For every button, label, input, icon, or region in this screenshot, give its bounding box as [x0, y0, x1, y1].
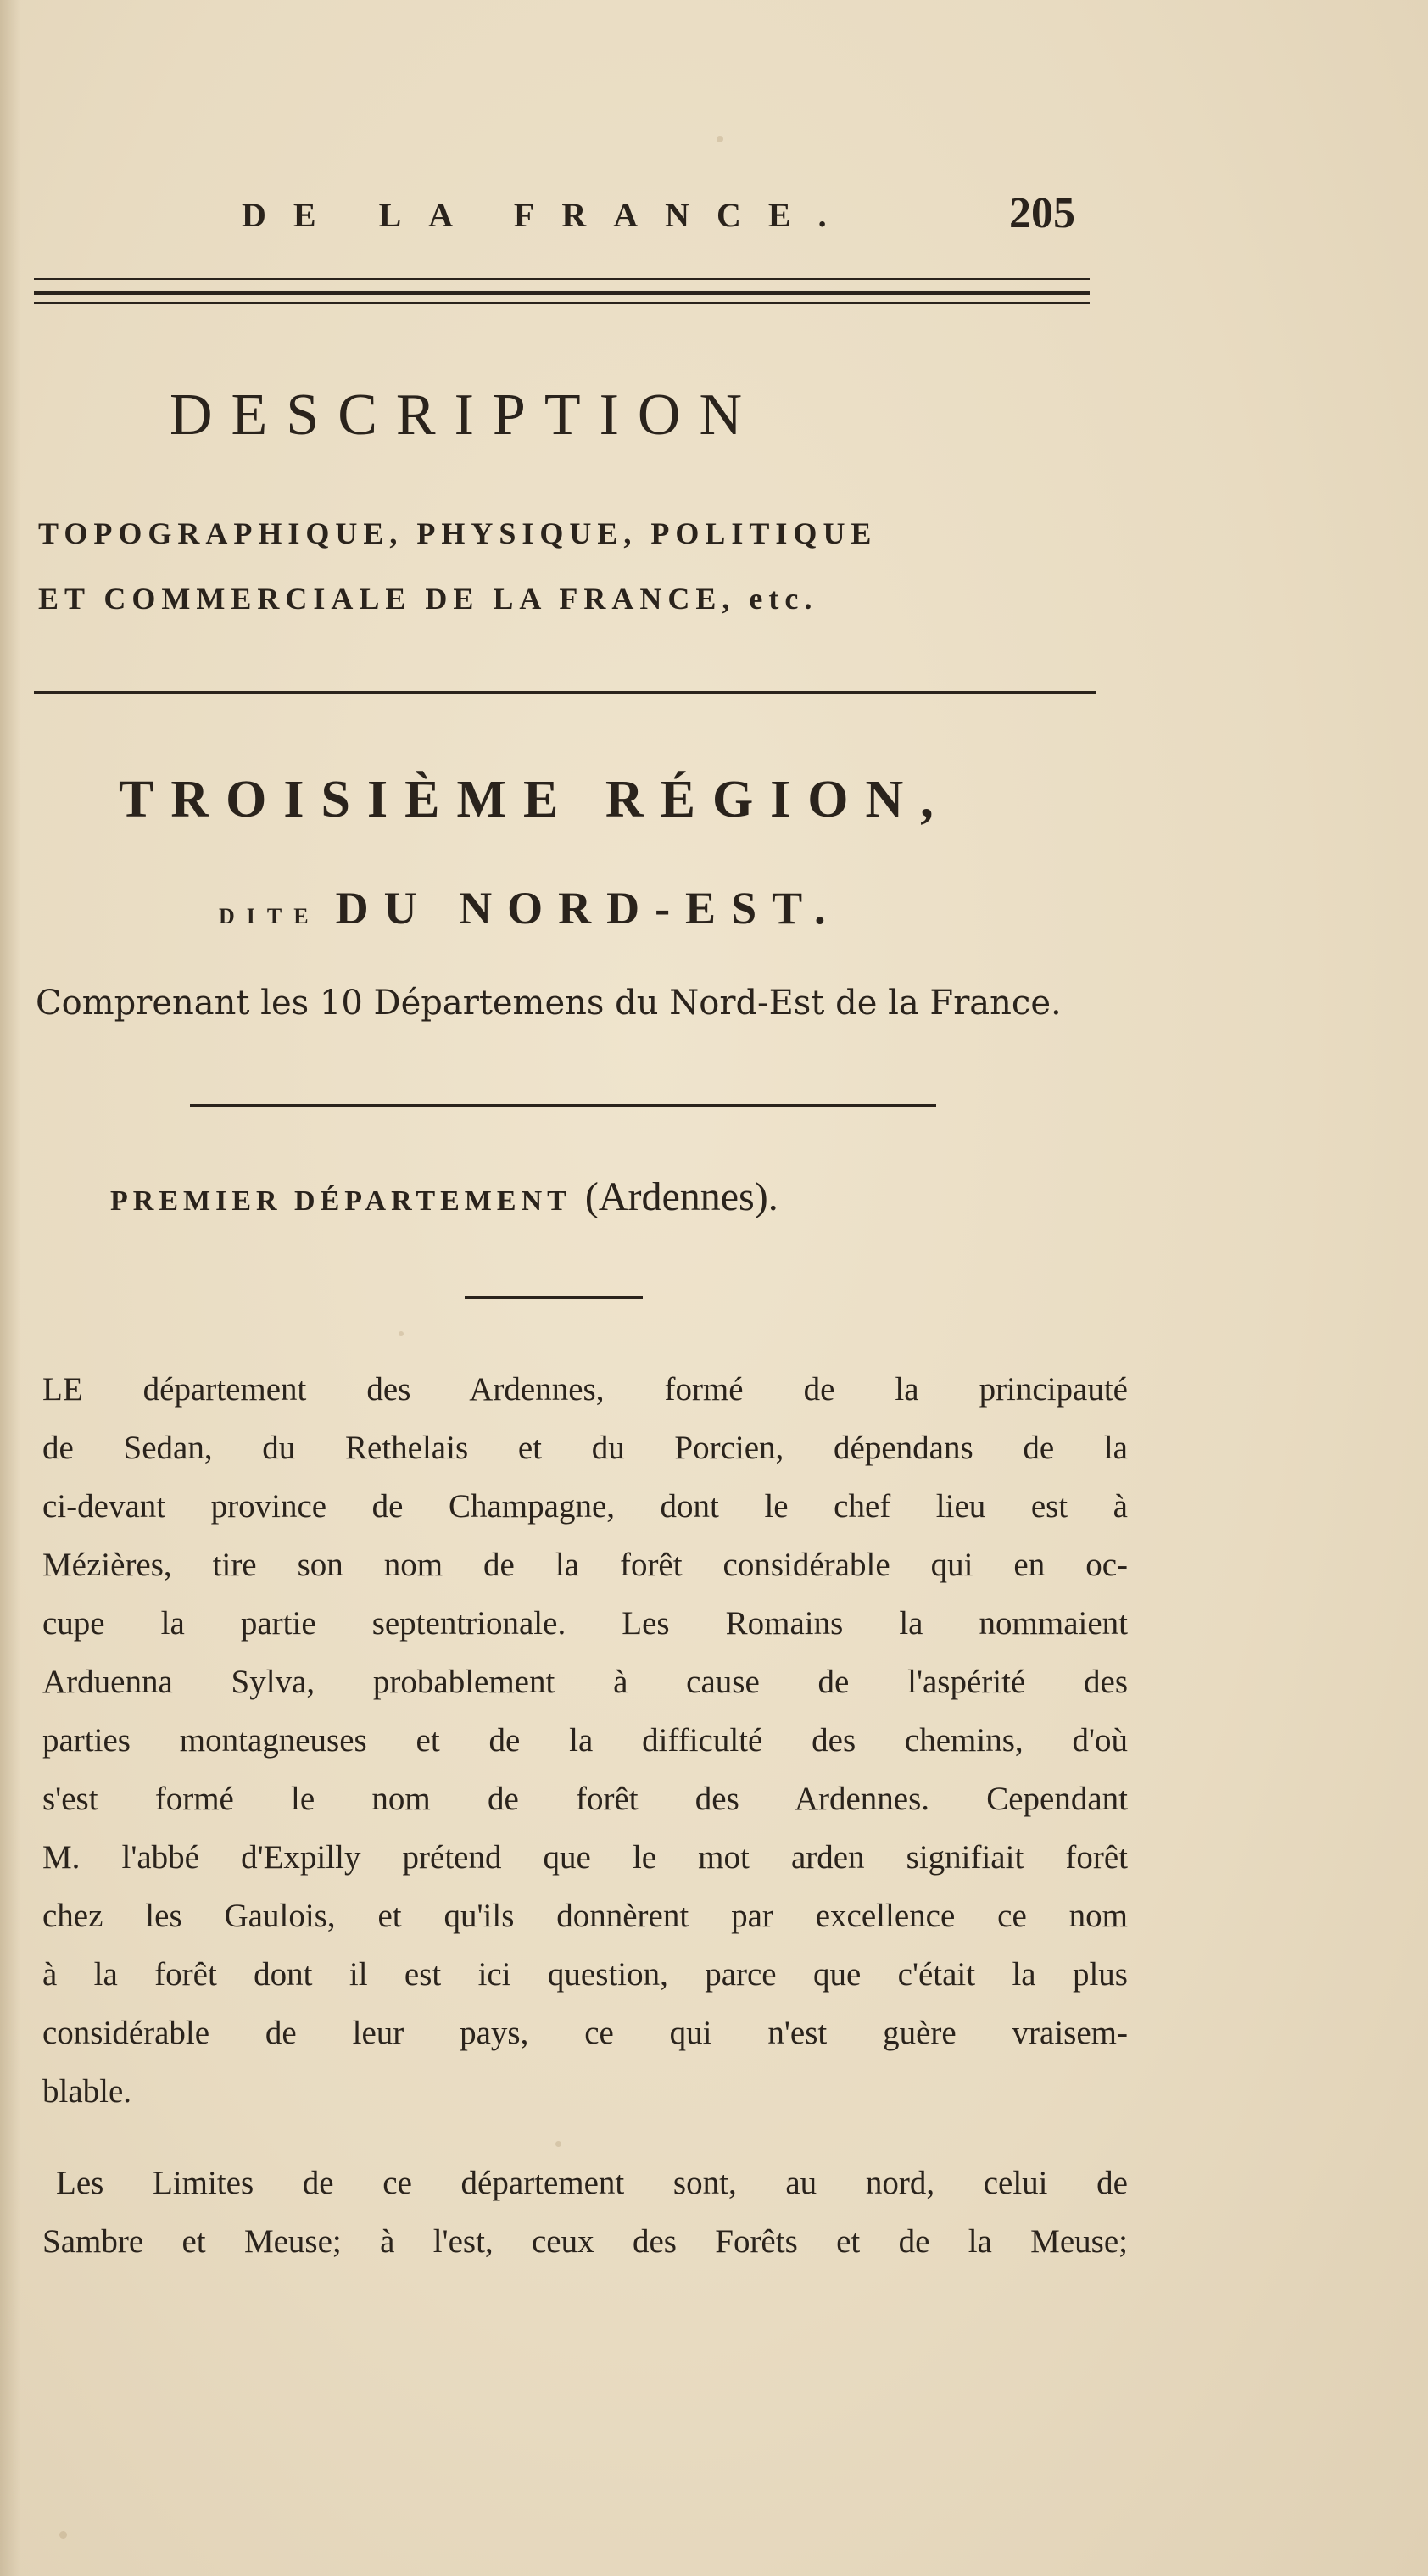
department-ordinal: PREMIER DÉPARTEMENT	[110, 1185, 572, 1217]
text-line: chez les Gaulois, et qu'ils donnèrent par excellence ce nom	[42, 1898, 1128, 1934]
running-head: DE LA FRANCE.	[242, 196, 854, 234]
main-title: DESCRIPTION	[170, 382, 761, 448]
text-line: blable.	[42, 2073, 132, 2110]
page-number: 205	[1009, 189, 1075, 237]
text-line: ci-devant province de Champagne, dont le chef lieu est à	[42, 1488, 1128, 1525]
text-line: s'est formé le nom de forêt des Ardennes. Cependant	[42, 1781, 1128, 1817]
department-rule	[465, 1296, 643, 1299]
subtitle-line-1: TOPOGRAPHIQUE, PHYSIQUE, POLITIQUE	[38, 516, 878, 550]
text-line: Les Limites de ce département sont, au nord, celui de	[56, 2165, 1128, 2201]
text-line: M. l'abbé d'Expilly prétend que le mot arden signifiait forêt	[42, 1839, 1128, 1876]
text-line: à la forêt dont il est ici question, parce que c'était la plus	[42, 1956, 1128, 1993]
region-heading: TROISIÈME RÉGION,	[119, 771, 951, 828]
text-line: cupe la partie septentrionale. Les Romains la nommaient	[42, 1605, 1128, 1642]
department-heading	[110, 1174, 778, 1220]
header-rule-thick	[34, 291, 1090, 295]
page-gutter-shadow	[0, 0, 20, 2576]
paragraph-1	[42, 1360, 1128, 2121]
department-name: (Ardennes).	[584, 1174, 778, 1219]
foxing-spot	[59, 2531, 67, 2539]
header-rule-thin	[34, 278, 1090, 280]
text-line: Sambre et Meuse; à l'est, ceux des Forêts et de la Meuse;	[42, 2223, 1128, 2260]
section-rule	[190, 1104, 936, 1107]
dite-label: DITE	[219, 904, 321, 928]
text-line: considérable de leur pays, ce qui n'est guère vraisem-	[42, 2015, 1128, 2051]
foxing-spot	[399, 1331, 404, 1336]
foxing-spot	[555, 2141, 561, 2147]
text-line: parties montagneuses et de la difficulté des chemins, d'où	[42, 1722, 1128, 1759]
header-rule-thin	[34, 302, 1090, 304]
paragraph-2	[42, 2154, 1128, 2271]
foxing-spot	[717, 136, 723, 142]
text-line: LE département des Ardennes, formé de la principauté	[42, 1371, 1128, 1408]
text-line: de Sedan, du Rethelais et du Porcien, dépendans de la	[42, 1430, 1128, 1466]
text-line: Arduenna Sylva, probablement à cause de l'aspérité des	[42, 1664, 1128, 1700]
region-subheading	[219, 882, 841, 934]
title-rule	[34, 691, 1096, 694]
text-line: Mézières, tire son nom de la forêt considérable qui en oc-	[42, 1547, 1128, 1583]
subtitle-line-2: ET COMMERCIALE DE LA FRANCE, etc.	[38, 582, 818, 616]
region-description: Comprenant les 10 Départemens du Nord-Est de la France.	[36, 984, 1062, 1023]
region-name: DU NORD-EST.	[335, 883, 841, 934]
